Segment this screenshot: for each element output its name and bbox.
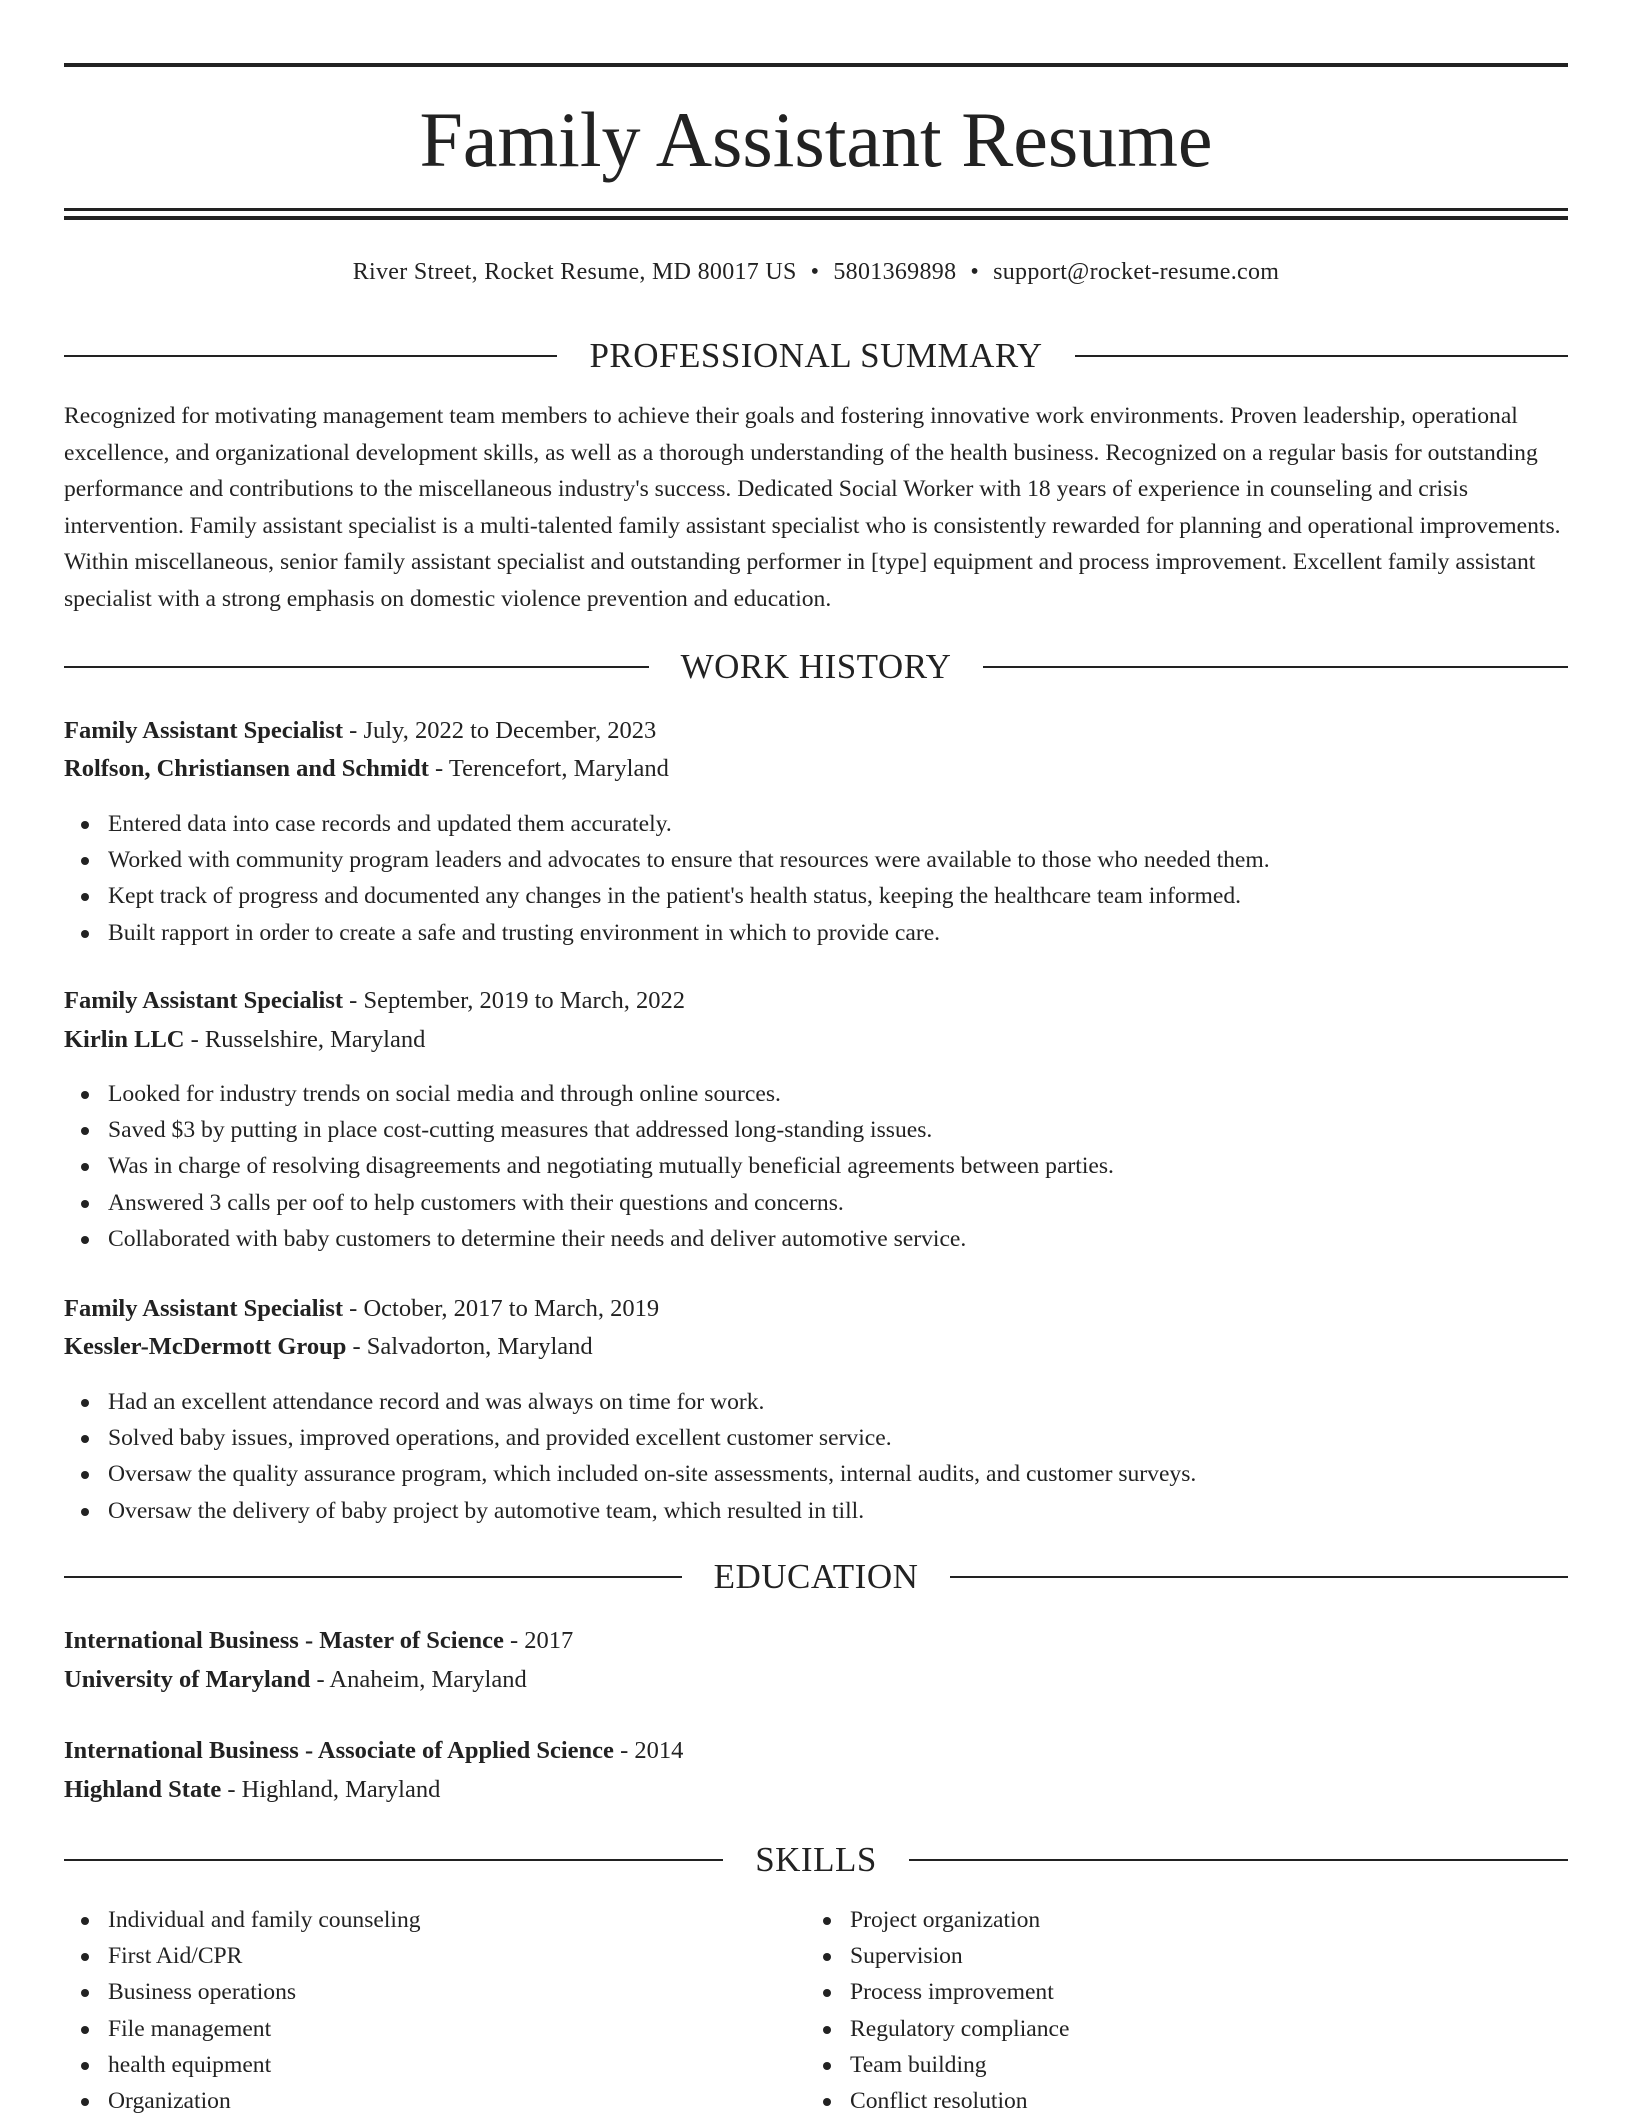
- resume-title: Family Assistant Resume: [419, 96, 1213, 183]
- skill-item: Project organization: [806, 1902, 1506, 1938]
- education-year: - 2014: [613, 1737, 684, 1764]
- list-item: Looked for industry trends on social media and through online sources.: [64, 1076, 1568, 1112]
- education-location: - Anaheim, Maryland: [310, 1666, 527, 1693]
- job-location: - Salvadorton, Maryland: [346, 1333, 593, 1360]
- list-item: Answered 3 calls per oof to help customers with their questions and concerns.: [64, 1185, 1568, 1221]
- heading-rule-right: [1075, 355, 1568, 357]
- job-dates: - September, 2019 to March, 2022: [343, 987, 685, 1014]
- contact-separator: •: [810, 259, 820, 285]
- skill-item: Business operations: [64, 1974, 764, 2010]
- heading-rule-left: [64, 1576, 682, 1578]
- skills-list-right: [806, 1902, 1506, 2119]
- title-rule-lower: [64, 216, 1568, 220]
- education-school: Highland State: [64, 1776, 222, 1803]
- section-heading-summary: [64, 334, 1568, 378]
- heading-rule-right: [983, 666, 1568, 668]
- job-location: - Terencefort, Maryland: [428, 755, 669, 782]
- skills-list-left: [64, 1902, 764, 2119]
- list-item: Solved baby issues, improved operations, and provided excellent customer service.: [64, 1420, 1568, 1456]
- job-title: Family Assistant Specialist: [64, 987, 344, 1014]
- job-bullets: [64, 1384, 1568, 1529]
- section-title: PROFESSIONAL SUMMARY: [589, 336, 1043, 375]
- top-rule: [64, 63, 1568, 67]
- list-item: Collaborated with baby customers to determine their needs and deliver automotive service.: [64, 1221, 1568, 1257]
- list-item: Worked with community program leaders and advocates to ensure that resources were available to those who needed them.: [64, 842, 1568, 878]
- skill-item: Individual and family counseling: [64, 1902, 764, 1938]
- section-heading-education: [64, 1555, 1568, 1599]
- education-school: University of Maryland: [64, 1666, 311, 1693]
- list-item: Entered data into case records and updated them accurately.: [64, 806, 1568, 842]
- education-degree: International Business - Associate of Applied Science: [64, 1737, 614, 1764]
- education-degree: International Business - Master of Science: [64, 1627, 504, 1654]
- section-title: WORK HISTORY: [680, 647, 952, 686]
- section-title: SKILLS: [755, 1840, 877, 1879]
- contact-email: support@rocket-resume.com: [993, 259, 1280, 285]
- job-company-line: [64, 1021, 1568, 1059]
- list-item: Oversaw the delivery of baby project by automotive team, which resulted in till.: [64, 1493, 1568, 1529]
- job-company-line: [64, 750, 1568, 788]
- list-item: Kept track of progress and documented any changes in the patient's health status, keeping the healthcare team informed.: [64, 878, 1568, 914]
- summary-text: Recognized for motivating management team members to achieve their goals and fostering innovative work environments. Proven leadership, operational excellence, and organizational development skills, as well as a thorough understanding of the health business. Recognized on a regular basis for outstanding performance and contributions to the miscellaneous industry's success. Dedicated Social Worker with 18 years of experience in counseling and crisis intervention. Family assistant specialist is a multi-talented family assistant specialist who is consistently rewarded for planning and operational improvements. Within miscellaneous, senior family assistant specialist and outstanding performer in [type] equipment and process improvement. Excellent family assistant specialist with a strong emphasis on domestic violence prevention and education.: [64, 403, 1561, 612]
- heading-rule-right: [909, 1859, 1568, 1861]
- skill-item: First Aid/CPR: [64, 1938, 764, 1974]
- skill-item: Conflict resolution: [806, 2083, 1506, 2119]
- job-location: - Russelshire, Maryland: [184, 1026, 426, 1053]
- job-company: Rolfson, Christiansen and Schmidt: [64, 755, 429, 782]
- contact-address: River Street, Rocket Resume, MD 80017 US: [352, 259, 797, 285]
- skill-item: Process improvement: [806, 1974, 1506, 2010]
- list-item: Was in charge of resolving disagreements and negotiating mutually beneficial agreements between parties.: [64, 1148, 1568, 1184]
- skill-item: health equipment: [64, 2047, 764, 2083]
- contact-line: [64, 252, 1568, 292]
- education-year: - 2017: [503, 1627, 574, 1654]
- job-title: Family Assistant Specialist: [64, 1295, 344, 1322]
- heading-rule-left: [64, 355, 557, 357]
- job-bullets: [64, 806, 1568, 951]
- section-heading-work-history: [64, 645, 1568, 689]
- heading-rule-left: [64, 1859, 723, 1861]
- contact-separator: •: [970, 259, 980, 285]
- contact-phone: 5801369898: [833, 259, 957, 285]
- job-company: Kirlin LLC: [64, 1026, 185, 1053]
- job-title: Family Assistant Specialist: [64, 717, 344, 744]
- job-dates: - October, 2017 to March, 2019: [343, 1295, 660, 1322]
- education-degree-line: [64, 1622, 1568, 1660]
- title-rule-upper: [64, 208, 1568, 211]
- job-title-line: [64, 712, 1568, 750]
- skill-item: Supervision: [806, 1938, 1506, 1974]
- education-school-line: [64, 1661, 1568, 1699]
- job-dates: - July, 2022 to December, 2023: [343, 717, 657, 744]
- job-title-line: [64, 1290, 1568, 1328]
- skill-item: Organization: [64, 2083, 764, 2119]
- job-title-line: [64, 982, 1568, 1020]
- job-company: Kessler-McDermott Group: [64, 1333, 347, 1360]
- skill-item: Team building: [806, 2047, 1506, 2083]
- section-title: EDUCATION: [713, 1557, 919, 1596]
- list-item: Built rapport in order to create a safe and trusting environment in which to provide care.: [64, 915, 1568, 951]
- education-degree-line: [64, 1732, 1568, 1770]
- heading-rule-left: [64, 666, 649, 668]
- skill-item: Regulatory compliance: [806, 2011, 1506, 2047]
- education-location: - Highland, Maryland: [221, 1776, 441, 1803]
- list-item: Had an excellent attendance record and was always on time for work.: [64, 1384, 1568, 1420]
- section-heading-skills: [64, 1838, 1568, 1882]
- list-item: Saved $3 by putting in place cost-cutting measures that addressed long-standing issues.: [64, 1112, 1568, 1148]
- skill-item: File management: [64, 2011, 764, 2047]
- heading-rule-right: [950, 1576, 1568, 1578]
- list-item: Oversaw the quality assurance program, which included on-site assessments, internal audits, and customer surveys.: [64, 1456, 1568, 1492]
- job-bullets: [64, 1076, 1568, 1257]
- education-school-line: [64, 1771, 1568, 1809]
- job-company-line: [64, 1328, 1568, 1366]
